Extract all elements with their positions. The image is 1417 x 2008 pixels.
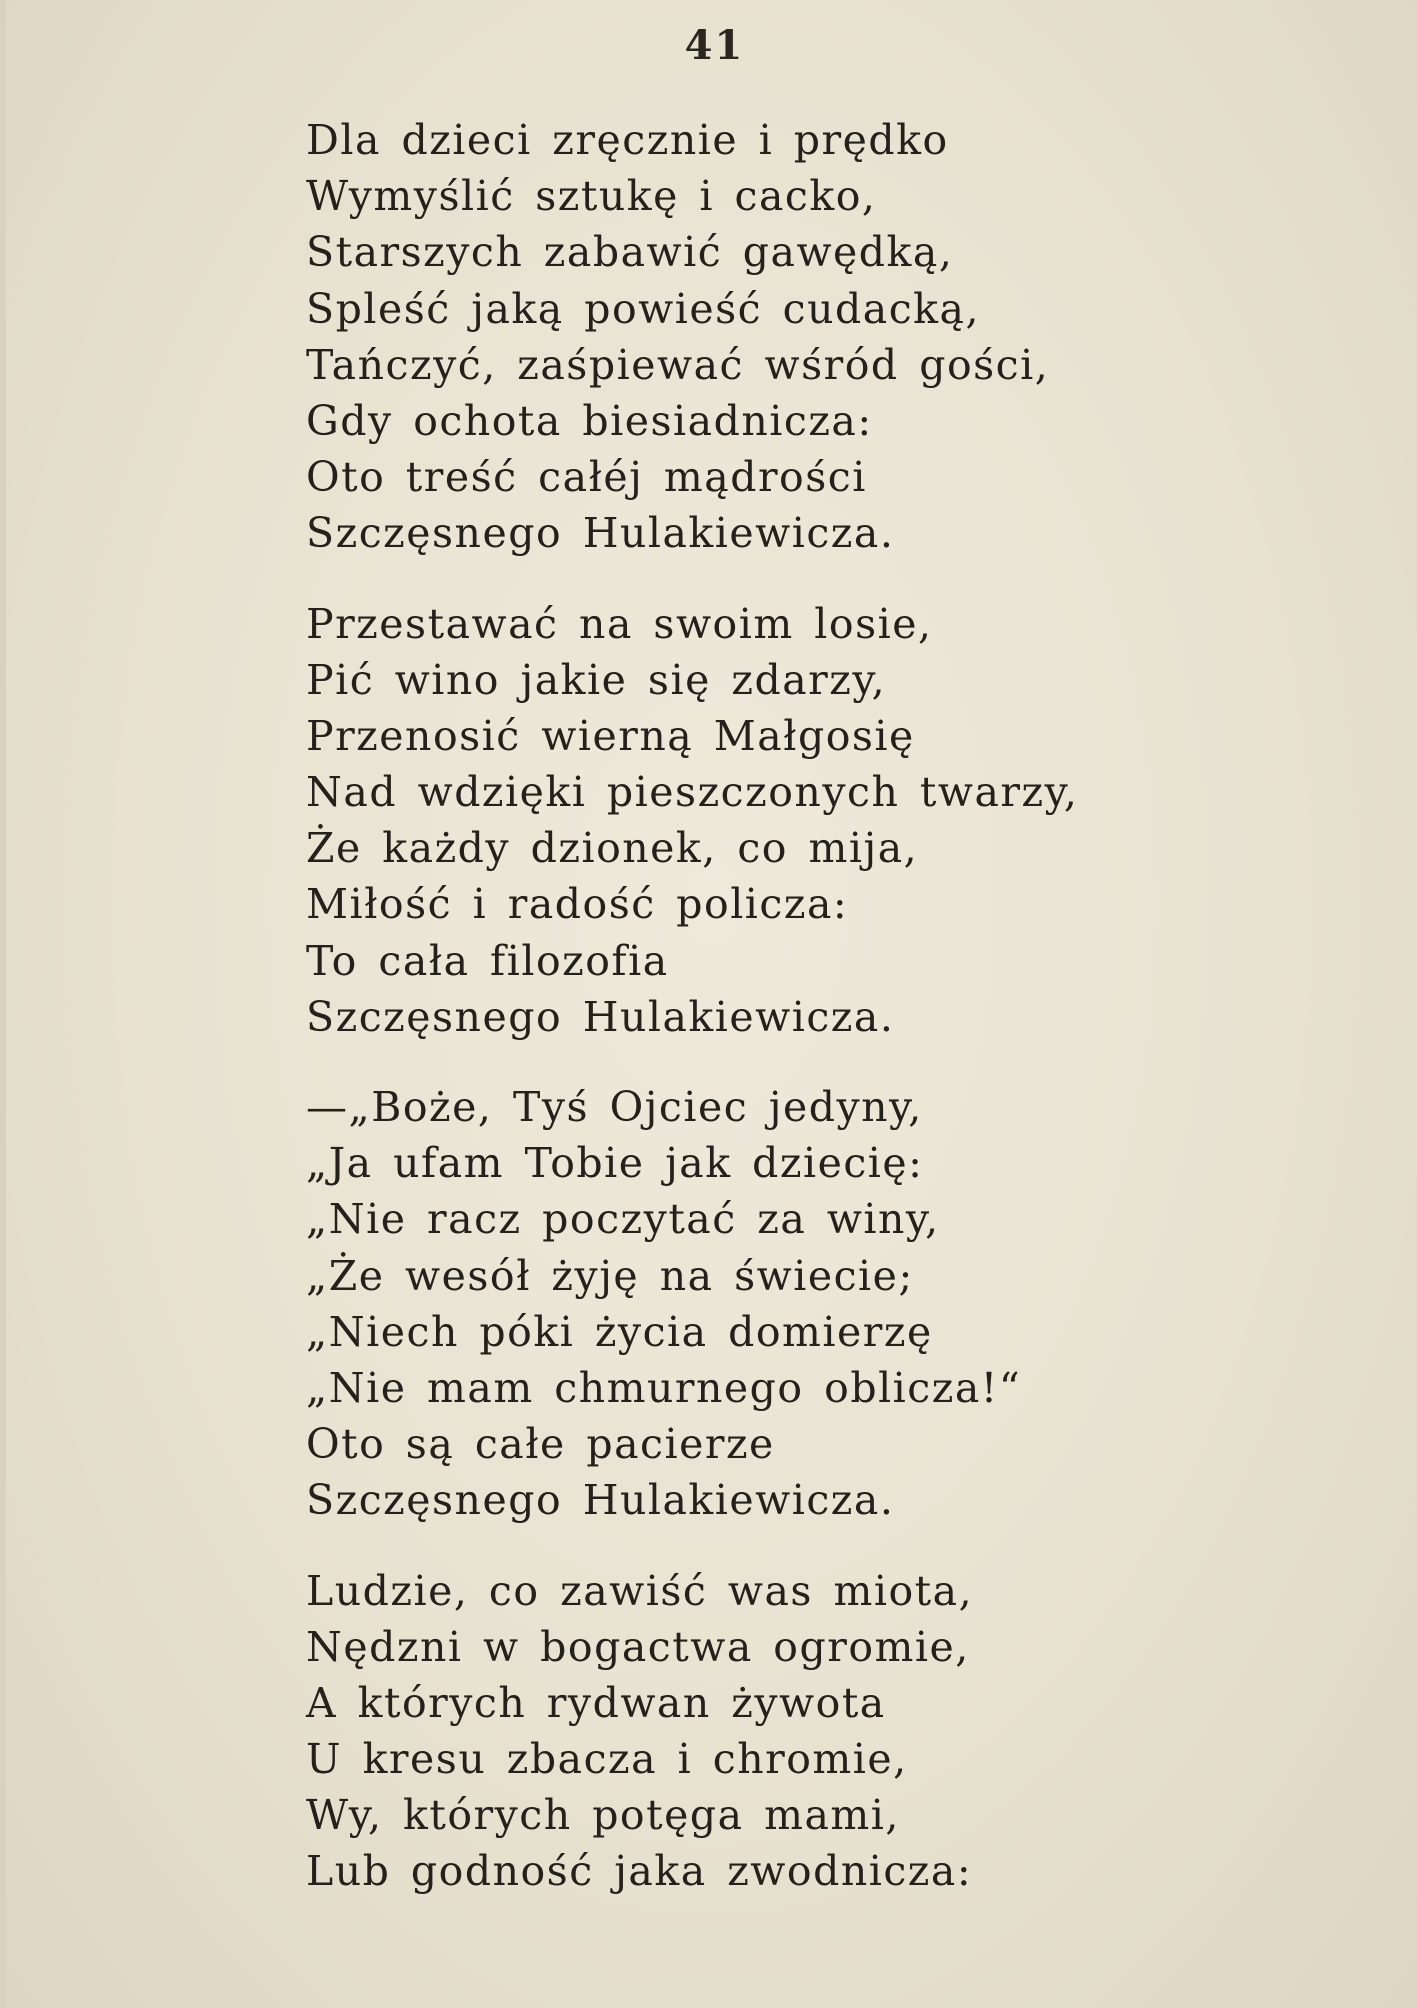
verse-line: Ludzie, co zawiść was miota, xyxy=(306,1566,974,1615)
verse-line: Spleść jaką powieść cudacką, xyxy=(306,284,980,333)
verse-line: Szczęsnego Hulakiewicza. xyxy=(306,509,895,558)
verse-line: Przenosić wierną Małgosię xyxy=(306,711,915,760)
verse-line: „Ja ufam Tobie jak dziecię: xyxy=(306,1139,924,1188)
stanza-2 xyxy=(306,596,1406,1046)
verse-line: „Nie racz poczytać za winy, xyxy=(306,1195,940,1244)
verse-line: „Że wesół żyję na świecie; xyxy=(306,1251,914,1300)
verse-line: —„Boże, Tyś Ojciec jedyny, xyxy=(306,1083,923,1131)
verse-line: Nędzni w bogactwa ogromie, xyxy=(306,1622,970,1671)
verse-line: U kresu zbacza i chromie, xyxy=(306,1735,908,1784)
verse-line: To cała filozofia xyxy=(306,936,669,985)
verse-line: Starszych zabawić gawędką, xyxy=(306,228,954,277)
stanza-4 xyxy=(306,1563,1406,1900)
verse-line: „Niech póki życia domierzę xyxy=(306,1307,933,1356)
verse-line: A których rydwan żywota xyxy=(306,1678,886,1727)
verse-line: Przestawać na swoim losie, xyxy=(306,599,933,648)
verse-line: Nad wdzięki pieszczonych twarzy, xyxy=(306,768,1079,817)
verse-line: Dla dzieci zręcznie i prędko xyxy=(306,116,949,164)
verse-line: Wy, których potęga mami, xyxy=(306,1791,900,1840)
verse-line: Wymyślić sztukę i cacko, xyxy=(306,172,877,221)
verse-line: Pić wino jakie się zdarzy, xyxy=(306,655,887,704)
verse-line: Gdy ochota biesiadnicza: xyxy=(306,396,873,445)
verse-line: Oto są całe pacierze xyxy=(306,1420,775,1469)
verse-line: Że każdy dzionek, co mija, xyxy=(306,824,919,873)
stanza-1 xyxy=(306,112,1406,562)
verse-line: Miłość i radość policza: xyxy=(306,880,849,929)
verse-line: Szczęsnego Hulakiewicza. xyxy=(306,992,895,1041)
stanza-3 xyxy=(306,1079,1406,1529)
verse-line: Oto treść całéj mądrości xyxy=(306,453,867,502)
page-number: 41 xyxy=(684,22,745,69)
verse-line: Tańczyć, zaśpiewać wśród gości, xyxy=(306,340,1050,389)
poem-text xyxy=(306,112,1406,1900)
verse-line: „Nie mam chmurnego oblicza!“ xyxy=(306,1363,1022,1412)
verse-line: Lub godność jaka zwodnicza: xyxy=(306,1847,973,1896)
verse-line: Szczęsnego Hulakiewicza. xyxy=(306,1476,895,1525)
